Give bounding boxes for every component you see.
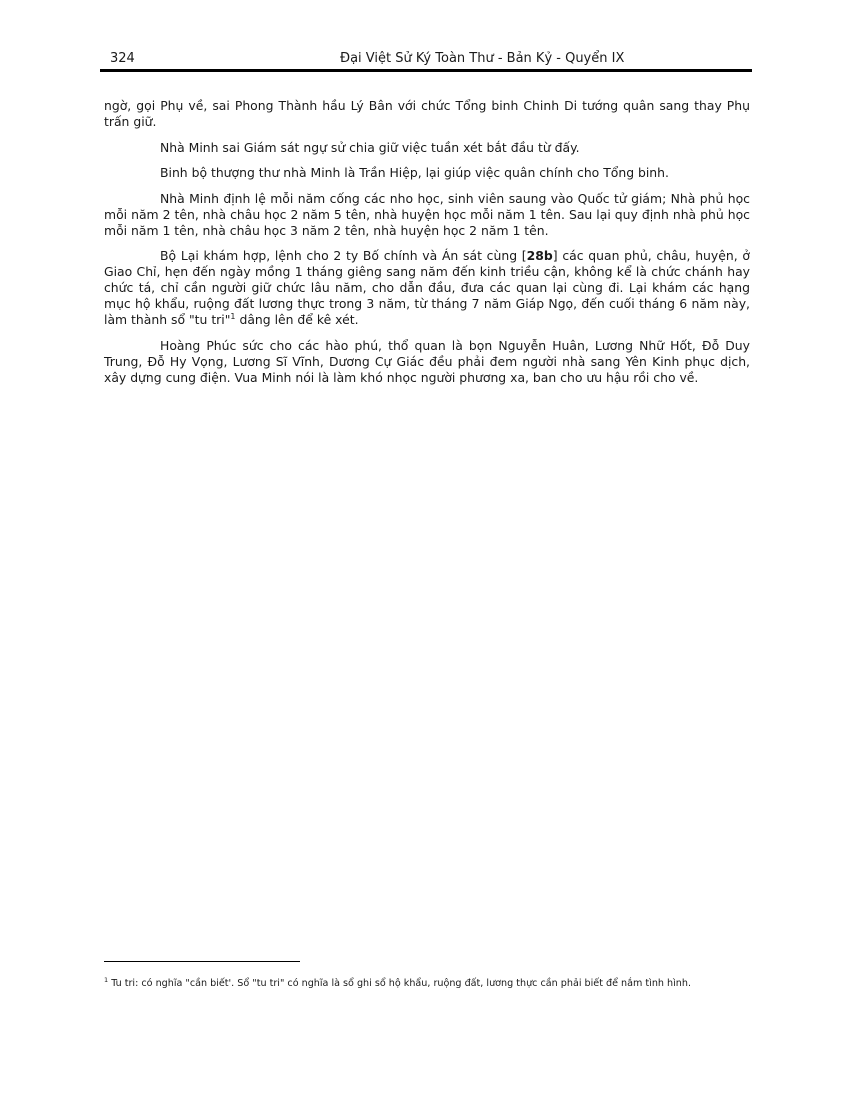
paragraph-6: Hoàng Phúc sức cho các hào phú, thổ quan là bọn Nguyễn Huân, Lương Nhữ Hốt, Đỗ Duy Trung, Đỗ Hy Vọng, Lương Sĩ Vĩnh, Dương Cự Giác đều phải đem người nhà sang Yên Kinh phục dịch, xây dựng cung điện. Vua Minh nói là làm khó nhọc người phương xa, ban cho ưu hậu rồi cho về. [104, 337, 750, 385]
footnote [104, 975, 750, 990]
running-title: Đại Việt Sử Ký Toàn Thư - Bản Kỷ - Quyển IX [340, 51, 625, 66]
folio-reference: 28b [526, 248, 553, 263]
footnote-divider [104, 961, 300, 962]
paragraph-1: ngờ, gọi Phụ về, sai Phong Thành hầu Lý Bân với chức Tổng binh Chinh Di tướng quân sang thay Phụ trấn giữ. [104, 98, 750, 129]
paragraph-5 [104, 248, 750, 328]
paragraph-5-text-a: Bộ Lại khám hợp, lệnh cho 2 ty Bố chính và Án sát cùng [ [160, 248, 527, 263]
footnote-reference[interactable]: 1 [230, 311, 236, 321]
page-header [100, 49, 752, 72]
main-text [104, 98, 750, 395]
footnote-mark: 1 [104, 975, 109, 984]
page-number: 324 [110, 51, 135, 66]
paragraph-4: Nhà Minh định lệ mỗi năm cống các nho học, sinh viên saung vào Quốc tử giám; Nhà phủ học mỗi năm 2 tên, nhà châu học 2 năm 5 tên, nhà huyện học mỗi năm 1 tên. Sau lại quy định nhà phủ học mỗi năm 1 tên, nhà châu học 3 năm 2 tên, nhà huyện học 2 năm 1 tên. [104, 190, 750, 238]
paragraph-3: Binh bộ thượng thư nhà Minh là Trần Hiệp, lại giúp việc quân chính cho Tổng binh. [160, 165, 669, 180]
paragraph-2: Nhà Minh sai Giám sát ngự sử chia giữ việc tuần xét bắt đầu từ đấy. [160, 139, 580, 155]
footnote-text: Tu tri: có nghĩa "cần biết'. Sổ "tu tri" có nghĩa là sổ ghi sổ hộ khẩu, ruộng đất, lương thực cần phải biết để nắm tình hình. [108, 978, 691, 989]
paragraph-5-text-b: ] các quan phủ, châu, huyện, ở Giao Chỉ, hẹn đến ngày mồng 1 tháng giêng sang năm đến kinh triều cận, không kể là chức chánh hay chức tá, chỉ cần người giữ chức lâu năm, cho dẫn đầu, đưa các quan lại cùng đi. Lại khám các hạng mục hộ khẩu, ruộng đất lương thực trong 3 năm, từ tháng 7 năm Giáp Ngọ, đến cuối tháng 6 năm này, làm thành sổ "tu tri" [104, 248, 750, 327]
paragraph-5-text-c: dâng lên để kê xét. [235, 312, 359, 327]
